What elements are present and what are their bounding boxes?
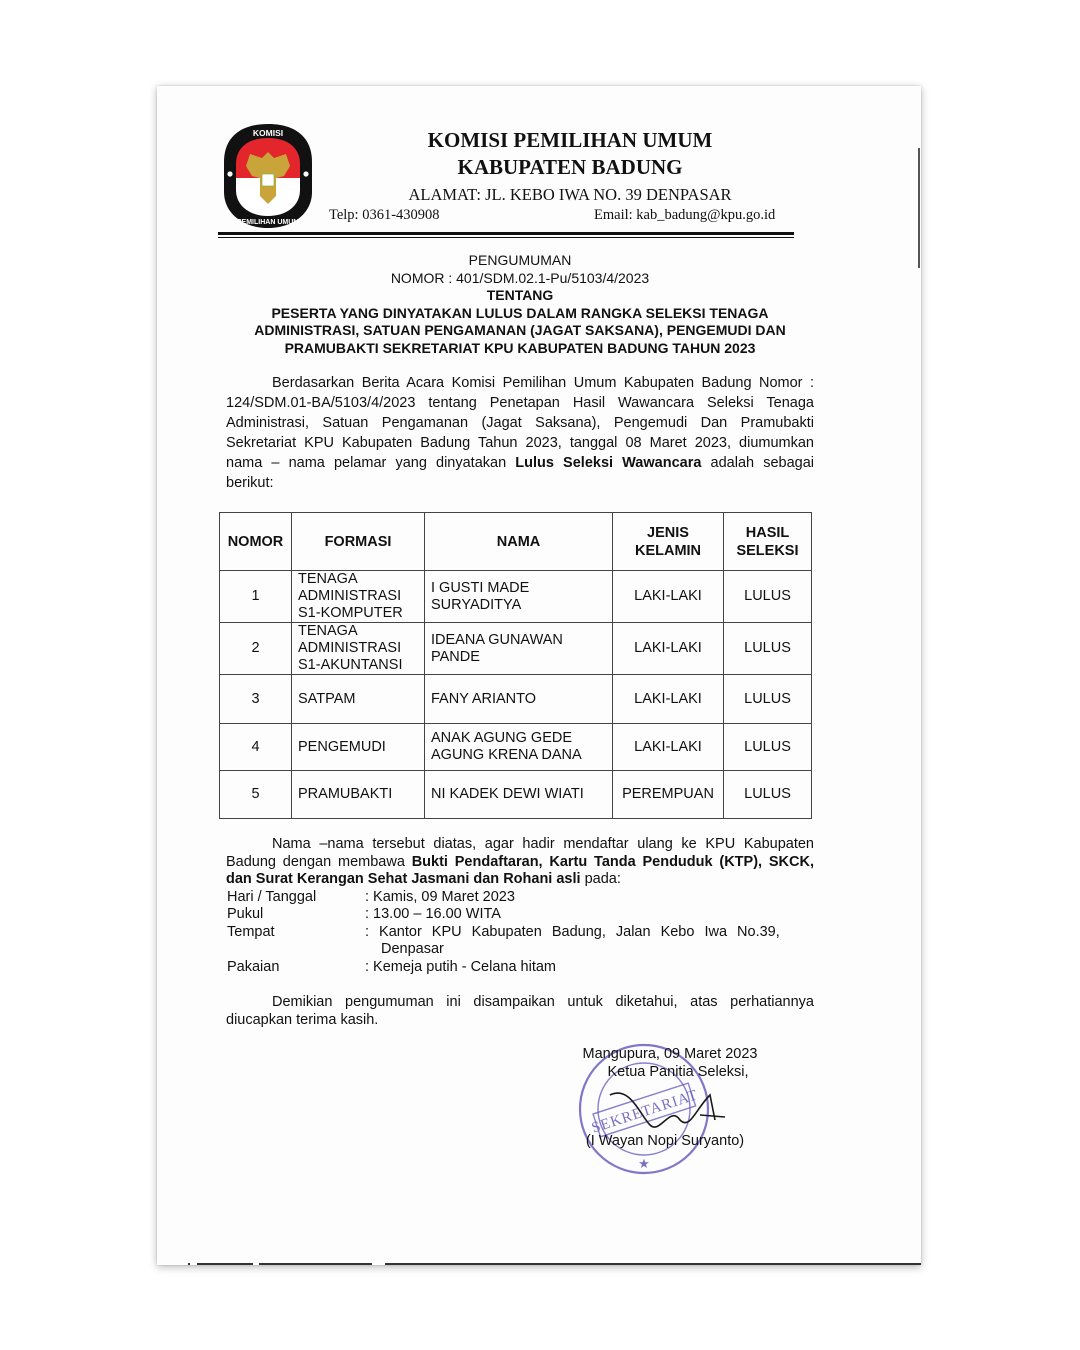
scan-mark bbox=[197, 1263, 253, 1265]
doc-subject-line: PESERTA YANG DINYATAKAN LULUS DALAM RANGKA SELEKSI TENAGA bbox=[271, 305, 769, 321]
cell-nama: ANAK AGUNG GEDE AGUNG KRENA DANA bbox=[425, 724, 613, 771]
cell-jenis-kelamin: LAKI-LAKI bbox=[613, 675, 724, 724]
cell-hasil: LULUS bbox=[724, 571, 812, 623]
cell-jenis-kelamin: LAKI-LAKI bbox=[613, 571, 724, 623]
cell-nomor: 2 bbox=[220, 623, 292, 675]
intro-paragraph: Berdasarkan Berita Acara Komisi Pemilihan Umum Kabupaten Badung Nomor : 124/SDM.01-BA/5103/4/2023 tentang Penetapan Hasil Wawancara Seleksi Tenaga Administrasi, Satuan Pengamanan (Jagat Saksana), Pengemudi Dan Pramubakti Sekretariat KPU Kabupaten Badung Tahun 2023, tanggal 08 Maret 2023, diumumkan nama – nama pelamar yang dinyatakan Lulus Seleksi Wawancara adalah sebagai berikut: bbox=[226, 375, 814, 491]
cell-nama: NI KADEK DEWI WIATI bbox=[425, 771, 613, 819]
cell-hasil: LULUS bbox=[724, 623, 812, 675]
svg-text:SEKRETARIAT: SEKRETARIAT bbox=[589, 1087, 701, 1137]
closing-paragraph: Demikian pengumuman ini disampaikan untuk diketahui, atas perhatiannya diucapkan terima kasih. bbox=[226, 994, 814, 1028]
org-address: ALAMAT: JL. KEBO IWA NO. 39 DENPASAR bbox=[408, 185, 732, 204]
scan-edge-line bbox=[918, 148, 920, 268]
table-row bbox=[220, 571, 812, 623]
cell-formasi: TENAGA ADMINISTRASI S1-KOMPUTER bbox=[292, 571, 425, 623]
cell-jenis-kelamin: LAKI-LAKI bbox=[613, 623, 724, 675]
col-header-formasi: FORMASI bbox=[292, 513, 425, 571]
org-branch: KABUPATEN BADUNG bbox=[457, 155, 683, 179]
signature-position: Ketua Panitia Seleksi, bbox=[607, 1064, 749, 1080]
col-header-nomor: NOMOR bbox=[220, 513, 292, 571]
cell-nama: I GUSTI MADE SURYADITYA bbox=[425, 571, 613, 623]
instructions-paragraph: Nama –nama tersebut diatas, agar hadir mendaftar ulang ke KPU Kabupaten Badung dengan membawa Bukti Pendaftaran, Kartu Tanda Penduduk (KTP), SKCK, dan Surat Kerangan Sehat Jasmani dan Rohani asli pada: bbox=[226, 836, 814, 887]
cell-jenis-kelamin: PEREMPUAN bbox=[613, 771, 724, 819]
scan-mark bbox=[259, 1263, 372, 1265]
col-header-nama: NAMA bbox=[425, 513, 613, 571]
doc-type: PENGUMUMAN bbox=[468, 252, 572, 268]
doc-number: NOMOR : 401/SDM.02.1-Pu/5103/4/2023 bbox=[390, 270, 650, 286]
cell-nomor: 4 bbox=[220, 724, 292, 771]
doc-subject-line: ADMINISTRASI, SATUAN PENGAMANAN (JAGAT SAKSANA), PENGEMUDI DAN bbox=[254, 322, 786, 338]
svg-text:PEMILIHAN UMUM: PEMILIHAN UMUM bbox=[236, 219, 300, 226]
cell-hasil: LULUS bbox=[724, 675, 812, 724]
doc-subject-line: PRAMUBAKTI SEKRETARIAT KPU KABUPATEN BADUNG TAHUN 2023 bbox=[284, 340, 756, 356]
results-table bbox=[219, 512, 812, 819]
org-phone: Telp: 0361-430908 bbox=[329, 207, 440, 223]
cell-nama: FANY ARIANTO bbox=[425, 675, 613, 724]
cell-nomor: 3 bbox=[220, 675, 292, 724]
scan-mark bbox=[385, 1263, 921, 1265]
table-row bbox=[220, 724, 812, 771]
col-header-jenis-kelamin: JENIS KELAMIN bbox=[613, 513, 724, 571]
table-row bbox=[220, 623, 812, 675]
signature-place-date: Mangupura, 09 Maret 2023 bbox=[582, 1046, 758, 1062]
letterhead-divider-thin bbox=[218, 237, 794, 238]
cell-nama: IDEANA GUNAWAN PANDE bbox=[425, 623, 613, 675]
cell-formasi: SATPAM bbox=[292, 675, 425, 724]
org-name: KOMISI PEMILIHAN UMUM bbox=[427, 128, 713, 152]
cell-formasi: PRAMUBAKTI bbox=[292, 771, 425, 819]
cell-formasi: PENGEMUDI bbox=[292, 724, 425, 771]
cell-nomor: 1 bbox=[220, 571, 292, 623]
svg-text:★: ★ bbox=[638, 1156, 650, 1171]
cell-jenis-kelamin: LAKI-LAKI bbox=[613, 724, 724, 771]
svg-text:KOMISI: KOMISI bbox=[252, 128, 284, 138]
cell-hasil: LULUS bbox=[724, 724, 812, 771]
doc-about: TENTANG bbox=[486, 287, 554, 303]
table-header-row bbox=[220, 513, 812, 571]
cell-formasi: TENAGA ADMINISTRASI S1-AKUNTANSI bbox=[292, 623, 425, 675]
table-row bbox=[220, 771, 812, 819]
org-email: Email: kab_badung@kpu.go.id bbox=[594, 207, 776, 223]
col-header-hasil: HASIL SELEKSI bbox=[724, 513, 812, 571]
scan-mark bbox=[188, 1263, 190, 1265]
table-row bbox=[220, 675, 812, 724]
signatory-name: (I Wayan Nopi Suryanto) bbox=[585, 1133, 745, 1149]
cell-hasil: LULUS bbox=[724, 771, 812, 819]
letterhead-divider bbox=[218, 232, 794, 235]
kpu-logo-icon bbox=[222, 122, 314, 230]
cell-nomor: 5 bbox=[220, 771, 292, 819]
